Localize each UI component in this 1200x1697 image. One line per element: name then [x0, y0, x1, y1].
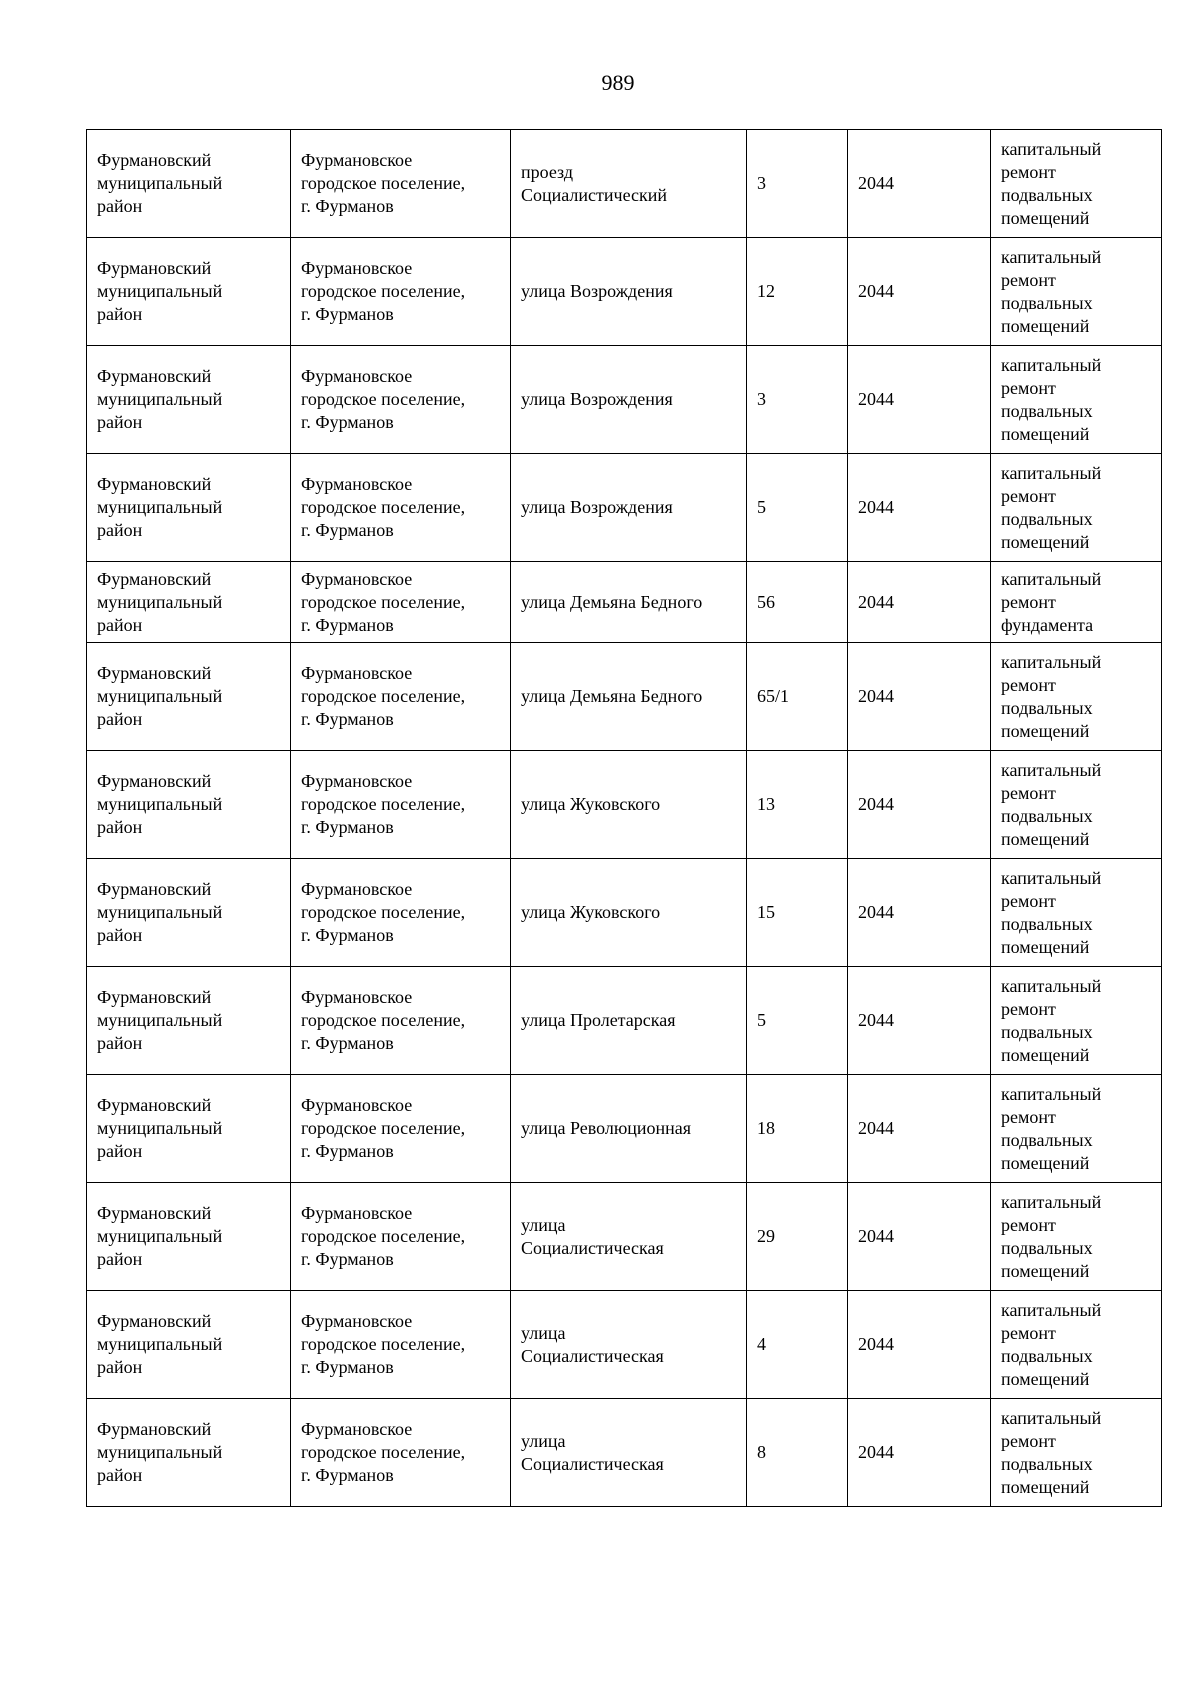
district-cell: Фурмановский муниципальный район — [87, 1183, 291, 1291]
year-cell: 2044 — [848, 967, 991, 1075]
settlement-cell: Фурмановское городское поселение, г. Фурманов — [291, 1399, 511, 1507]
street-cell: улица Социалистическая — [511, 1399, 747, 1507]
house-number-cell: 8 — [747, 1399, 848, 1507]
work-type-cell: капитальный ремонт подвальных помещений — [991, 454, 1162, 562]
house-number-cell: 5 — [747, 454, 848, 562]
house-number-cell: 56 — [747, 562, 848, 643]
house-number-cell: 3 — [747, 346, 848, 454]
table-row — [87, 967, 1162, 1075]
work-type-cell: капитальный ремонт подвальных помещений — [991, 643, 1162, 751]
settlement-cell: Фурмановское городское поселение, г. Фурманов — [291, 454, 511, 562]
work-type-cell: капитальный ремонт подвальных помещений — [991, 130, 1162, 238]
table-row — [87, 643, 1162, 751]
street-cell: улица Социалистическая — [511, 1183, 747, 1291]
table-row — [87, 859, 1162, 967]
settlement-cell: Фурмановское городское поселение, г. Фурманов — [291, 130, 511, 238]
year-cell: 2044 — [848, 1399, 991, 1507]
house-number-cell: 65/1 — [747, 643, 848, 751]
district-cell: Фурмановский муниципальный район — [87, 643, 291, 751]
street-cell: улица Социалистическая — [511, 1291, 747, 1399]
house-number-cell: 29 — [747, 1183, 848, 1291]
district-cell: Фурмановский муниципальный район — [87, 967, 291, 1075]
table-row — [87, 1399, 1162, 1507]
work-type-cell: капитальный ремонт фундамента — [991, 562, 1162, 643]
work-type-cell: капитальный ремонт подвальных помещений — [991, 346, 1162, 454]
district-cell: Фурмановский муниципальный район — [87, 751, 291, 859]
year-cell: 2044 — [848, 454, 991, 562]
table-row — [87, 130, 1162, 238]
street-cell: улица Демьяна Бедного — [511, 643, 747, 751]
work-type-cell: капитальный ремонт подвальных помещений — [991, 1075, 1162, 1183]
district-cell: Фурмановский муниципальный район — [87, 130, 291, 238]
repair-schedule-table — [86, 129, 1162, 1507]
settlement-cell: Фурмановское городское поселение, г. Фурманов — [291, 967, 511, 1075]
house-number-cell: 13 — [747, 751, 848, 859]
work-type-cell: капитальный ремонт подвальных помещений — [991, 1291, 1162, 1399]
house-number-cell: 12 — [747, 238, 848, 346]
district-cell: Фурмановский муниципальный район — [87, 1075, 291, 1183]
district-cell: Фурмановский муниципальный район — [87, 1399, 291, 1507]
table-row — [87, 1183, 1162, 1291]
table-row — [87, 562, 1162, 643]
house-number-cell: 18 — [747, 1075, 848, 1183]
settlement-cell: Фурмановское городское поселение, г. Фурманов — [291, 1075, 511, 1183]
settlement-cell: Фурмановское городское поселение, г. Фурманов — [291, 1183, 511, 1291]
street-cell: улица Возрождения — [511, 346, 747, 454]
street-cell: проезд Социалистический — [511, 130, 747, 238]
table-row — [87, 1075, 1162, 1183]
year-cell: 2044 — [848, 346, 991, 454]
year-cell: 2044 — [848, 562, 991, 643]
table-row — [87, 454, 1162, 562]
work-type-cell: капитальный ремонт подвальных помещений — [991, 1399, 1162, 1507]
year-cell: 2044 — [848, 643, 991, 751]
year-cell: 2044 — [848, 751, 991, 859]
district-cell: Фурмановский муниципальный район — [87, 346, 291, 454]
district-cell: Фурмановский муниципальный район — [87, 454, 291, 562]
year-cell: 2044 — [848, 1291, 991, 1399]
house-number-cell: 15 — [747, 859, 848, 967]
year-cell: 2044 — [848, 1075, 991, 1183]
work-type-cell: капитальный ремонт подвальных помещений — [991, 859, 1162, 967]
street-cell: улица Возрождения — [511, 238, 747, 346]
house-number-cell: 4 — [747, 1291, 848, 1399]
table-row — [87, 346, 1162, 454]
house-number-cell: 5 — [747, 967, 848, 1075]
year-cell: 2044 — [848, 1183, 991, 1291]
work-type-cell: капитальный ремонт подвальных помещений — [991, 238, 1162, 346]
street-cell: улица Демьяна Бедного — [511, 562, 747, 643]
district-cell: Фурмановский муниципальный район — [87, 859, 291, 967]
settlement-cell: Фурмановское городское поселение, г. Фурманов — [291, 346, 511, 454]
street-cell: улица Революционная — [511, 1075, 747, 1183]
street-cell: улица Жуковского — [511, 859, 747, 967]
work-type-cell: капитальный ремонт подвальных помещений — [991, 751, 1162, 859]
settlement-cell: Фурмановское городское поселение, г. Фурманов — [291, 562, 511, 643]
settlement-cell: Фурмановское городское поселение, г. Фурманов — [291, 238, 511, 346]
table-row — [87, 751, 1162, 859]
district-cell: Фурмановский муниципальный район — [87, 1291, 291, 1399]
table-row — [87, 238, 1162, 346]
house-number-cell: 3 — [747, 130, 848, 238]
table-row — [87, 1291, 1162, 1399]
settlement-cell: Фурмановское городское поселение, г. Фурманов — [291, 751, 511, 859]
district-cell: Фурмановский муниципальный район — [87, 562, 291, 643]
street-cell: улица Жуковского — [511, 751, 747, 859]
settlement-cell: Фурмановское городское поселение, г. Фурманов — [291, 1291, 511, 1399]
year-cell: 2044 — [848, 130, 991, 238]
work-type-cell: капитальный ремонт подвальных помещений — [991, 1183, 1162, 1291]
street-cell: улица Пролетарская — [511, 967, 747, 1075]
page-number: 989 — [601, 70, 635, 95]
settlement-cell: Фурмановское городское поселение, г. Фурманов — [291, 859, 511, 967]
settlement-cell: Фурмановское городское поселение, г. Фурманов — [291, 643, 511, 751]
table-body — [87, 130, 1162, 1507]
year-cell: 2044 — [848, 859, 991, 967]
year-cell: 2044 — [848, 238, 991, 346]
district-cell: Фурмановский муниципальный район — [87, 238, 291, 346]
street-cell: улица Возрождения — [511, 454, 747, 562]
work-type-cell: капитальный ремонт подвальных помещений — [991, 967, 1162, 1075]
